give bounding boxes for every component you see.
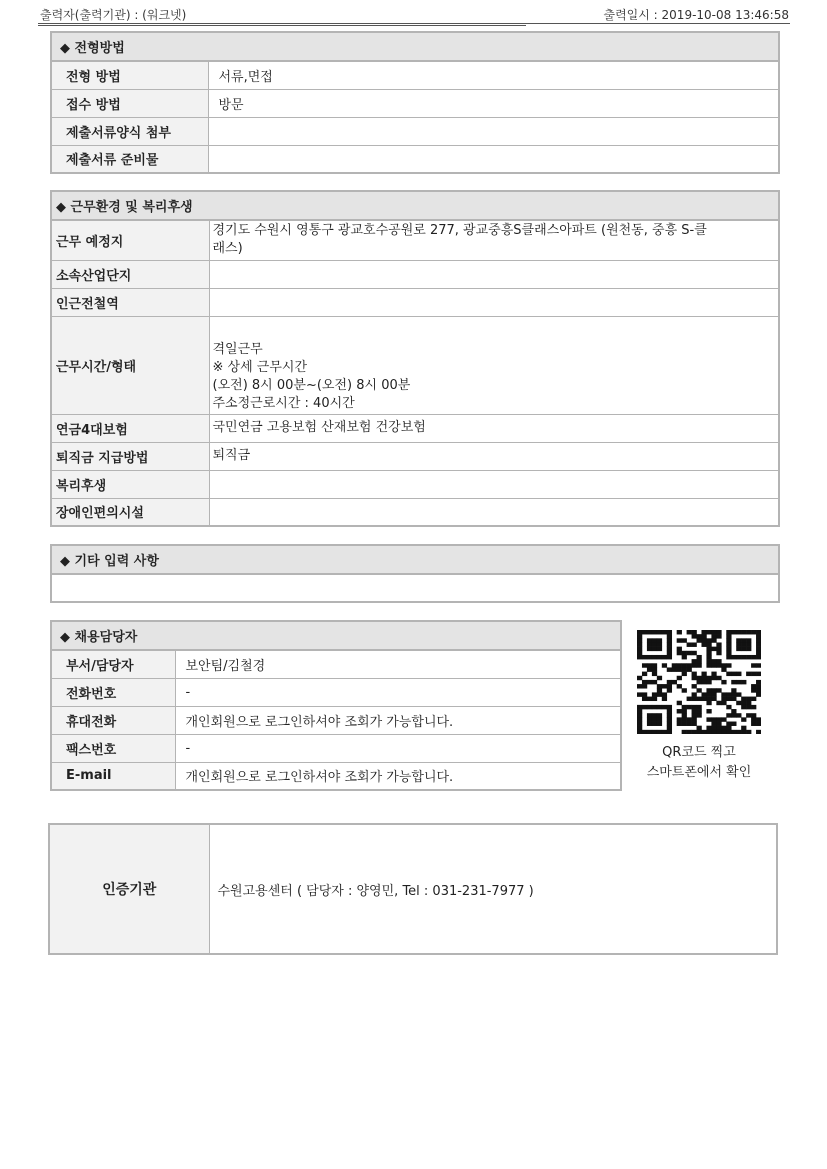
work-location-line: 래스) xyxy=(212,241,243,257)
application-method-label: 접수 방법 xyxy=(51,89,208,117)
insurance-label: 연금4대보험 xyxy=(51,414,209,442)
industrial-complex-label: 소속산업단지 xyxy=(51,260,209,288)
fax-label: 팩스번호 xyxy=(51,734,175,762)
department-label: 부서/담당자 xyxy=(51,650,175,678)
severance-value: 퇴직금 xyxy=(209,442,779,470)
qr-caption xyxy=(628,743,770,783)
selection-method-table xyxy=(50,31,780,174)
nearby-station-label: 인근전철역 xyxy=(51,288,209,316)
work-location-value xyxy=(209,220,779,260)
work-environment-title: ◆ 근무환경 및 복리후생 xyxy=(51,191,779,220)
email-value: 개인회원으로 로그인하셔야 조회가 가능합니다. xyxy=(175,762,621,790)
work-hours-value xyxy=(209,316,779,414)
work-hours-line: ※ 상세 근무시간 xyxy=(212,359,308,375)
documents-required-label: 제출서류 준비물 xyxy=(51,145,208,173)
selection-type-label: 전형 방법 xyxy=(51,61,208,89)
other-info-title: ◆ 기타 입력 사항 xyxy=(51,545,779,574)
benefits-value xyxy=(209,470,779,498)
nearby-station-value xyxy=(209,288,779,316)
recruiter-table xyxy=(50,620,622,791)
printer-info: 출력자(출력기관) : (워크넷) xyxy=(40,8,187,22)
work-environment-table xyxy=(50,190,780,527)
qr-code-icon xyxy=(637,630,761,734)
print-datetime: 출력일시 : 2019-10-08 13:46:58 xyxy=(603,8,789,22)
work-location-label: 근무 예정지 xyxy=(51,220,209,260)
mobile-value: 개인회원으로 로그인하셔야 조회가 가능합니다. xyxy=(175,706,621,734)
work-hours-line: (오전) 8시 00분~(오전) 8시 00분 xyxy=(212,377,411,393)
form-attachment-label: 제출서류양식 첨부 xyxy=(51,117,208,145)
insurance-value: 국민연금 고용보험 산재보험 건강보험 xyxy=(209,414,779,442)
work-location-line: 경기도 수원시 영통구 광교호수공원로 277, 광교중흥S클래스아파트 (원천동, 중흥 S-클 xyxy=(212,223,707,239)
email-label: E-mail xyxy=(51,762,175,790)
certification-table xyxy=(48,823,778,955)
qr-caption-line: QR코드 찍고 xyxy=(662,745,736,760)
selection-method-title: ◆ 전형방법 xyxy=(51,32,779,61)
recruiter-title: ◆ 채용담당자 xyxy=(51,621,621,650)
fax-value: - xyxy=(175,734,621,762)
documents-required-value xyxy=(208,145,779,173)
certification-label: 인증기관 xyxy=(49,824,209,954)
phone-value: - xyxy=(175,678,621,706)
industrial-complex-value xyxy=(209,260,779,288)
form-attachment-value xyxy=(208,117,779,145)
work-hours-line: 주소정근로시간 : 40시간 xyxy=(212,395,355,411)
mobile-label: 휴대전화 xyxy=(51,706,175,734)
benefits-label: 복리후생 xyxy=(51,470,209,498)
other-info-table xyxy=(50,544,780,603)
qr-caption-line: 스마트폰에서 확인 xyxy=(646,765,752,780)
phone-label: 전화번호 xyxy=(51,678,175,706)
accessibility-label: 장애인편의시설 xyxy=(51,498,209,526)
severance-label: 퇴직금 지급방법 xyxy=(51,442,209,470)
work-hours-label: 근무시간/형태 xyxy=(51,316,209,414)
certification-value: 수원고용센터 ( 담당자 : 양영민, Tel : 031-231-7977 ) xyxy=(209,824,777,954)
accessibility-value xyxy=(209,498,779,526)
header-divider-secondary xyxy=(38,25,526,26)
other-info-value xyxy=(51,574,779,602)
header-divider xyxy=(38,23,790,24)
application-method-value: 방문 xyxy=(208,89,779,117)
work-hours-line: 격일근무 xyxy=(212,341,263,357)
department-value: 보안팀/김철경 xyxy=(175,650,621,678)
selection-type-value: 서류,면접 xyxy=(208,61,779,89)
